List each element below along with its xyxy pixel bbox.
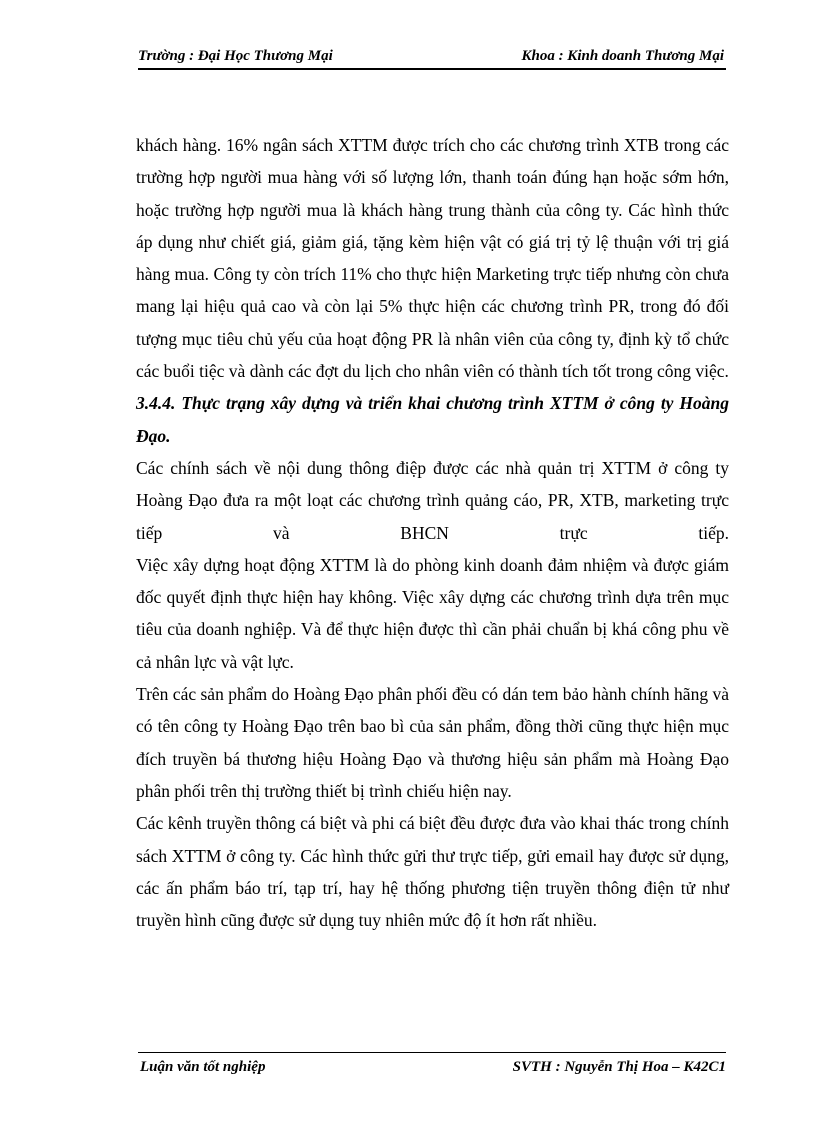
footer-student: SVTH : Nguyễn Thị Hoa – K42C1	[512, 1059, 726, 1075]
body-paragraph-products: Trên các sản phẩm do Hoàng Đạo phân phối đều có dán tem bảo hành chính hãng và có tên công ty Hoàng Đạo trên bao bì của sản phẩm, đồng thời cũng thực hiện mục đích truyền bá thương hiệu Hoàng Đạo và thương hiệu sản phẩm mà Hoàng Đạo phân phối trên thị trường thiết bị trình chiếu hiện nay.	[136, 684, 729, 801]
page-header	[138, 46, 726, 70]
header-school: Trường : Đại Học Thương Mại	[138, 48, 333, 64]
body-paragraph-budget: khách hàng. 16% ngân sách XTTM được trích cho các chương trình XTB trong các trường hợp người mua hàng với số lượng lớn, thanh toán đúng hạn hoặc sớm hớn, hoặc trường hợp người mua là khách hàng trung thành của công ty. Các hình thức áp dụng như chiết giá, giảm giá, tặng kèm hiện vật có giá trị tỷ lệ thuận với trị giá hàng mua. Công ty còn trích 11% cho thực hiện Marketing trực tiếp nhưng còn chưa mang lại hiệu quả cao và còn lại 5% thực hiện các chương trình PR, trong đó đối tượng mục tiêu chủ yếu của hoạt động PR là nhân viên của công ty, định kỳ tổ chức các buổi tiệc và dành các đợt du lịch cho nhân viên có thành tích tốt trong công việc.	[136, 135, 729, 382]
body-paragraph-program-building: Việc xây dựng hoạt động XTTM là do phòng kinh doanh đảm nhiệm và được giám đốc quyết định thực hiện hay không. Việc xây dựng các chương trình dựa trên mục tiêu của doanh nghiệp. Và để thực hiện được thì cần phải chuẩn bị khá công phu về cả nhân lực và vật lực.	[136, 554, 729, 672]
page-footer	[138, 1052, 726, 1079]
body-paragraph-channels: Các kênh truyền thông cá biệt và phi cá biệt đều được đưa vào khai thác trong chính sách XTTM ở công ty. Các hình thức gửi thư trực tiếp, gửi email hay được sử dụng, các ấn phẩm báo trí, tạp trí, hay hệ thống phương tiện truyền thông điện tử như truyền hình cũng được sử dụng tuy nhiên mức độ ít hơn rất nhiều.	[136, 813, 729, 931]
section-heading: 3.4.4. Thực trạng xây dựng và triển khai chương trình XTTM ở công ty Hoàng Đạo.	[136, 393, 729, 446]
footer-thesis-label: Luận văn tốt nghiệp	[140, 1059, 266, 1075]
header-faculty: Khoa : Kinh doanh Thương Mại	[521, 48, 724, 64]
page-body	[136, 129, 729, 936]
body-paragraph-message-policy: Các chính sách về nội dung thông điệp được các nhà quản trị XTTM ở công ty Hoàng Đạo đưa ra một loạt các chương trình quảng cáo, PR, XTB, marketing trực tiếp và BHCN trực tiếp.	[136, 457, 729, 543]
